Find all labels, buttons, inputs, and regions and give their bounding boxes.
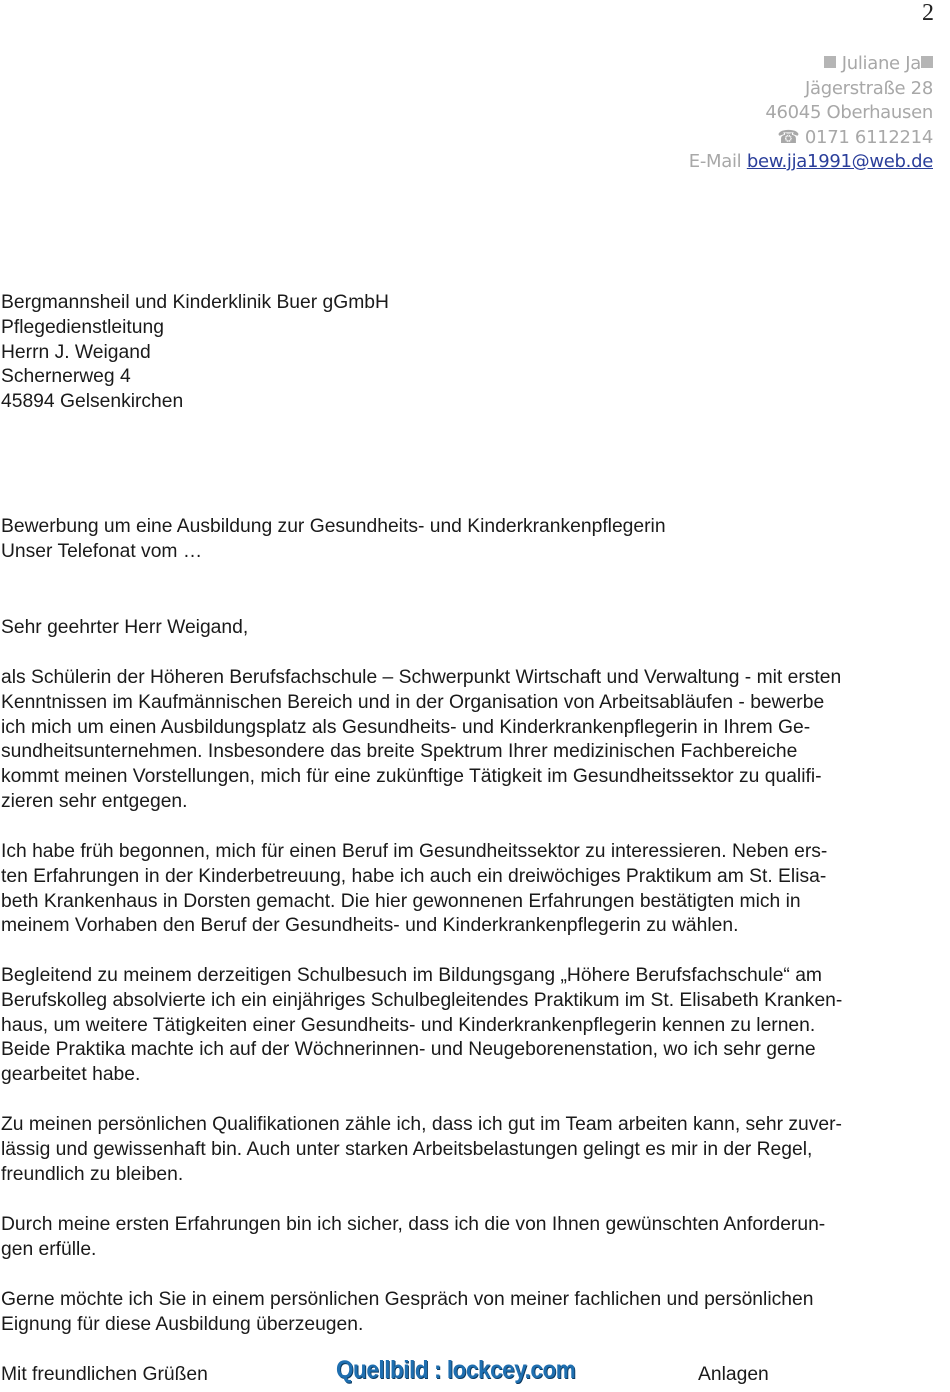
recipient-line: Herrn J. Weigand <box>1 341 151 363</box>
body-line: Ich habe früh begonnen, mich für einen Beruf im Gesundheitssektor zu interessieren. Neben ers- <box>1 841 828 862</box>
paragraph-1 <box>1 666 841 815</box>
paragraph-4 <box>1 1113 842 1187</box>
sender-city: 46045 Oberhausen <box>765 102 933 123</box>
body-line: Berufskolleg absolvierte ich ein einjähriges Schulbegleitendes Praktikum im St. Elisabeth Kranken- <box>1 989 843 1011</box>
sender-email-line <box>689 150 933 175</box>
salutation-text: Sehr geehrter Herr Weigand, <box>1 617 249 638</box>
sender-street: Jägerstraße 28 <box>805 77 933 99</box>
redaction-square-icon <box>921 56 933 68</box>
sender-name: Juliane Ja <box>841 53 921 74</box>
body-line: gearbeitet habe. <box>1 1064 141 1086</box>
paragraph-5 <box>1 1213 825 1263</box>
body-line: ten Erfahrungen in der Kinderbetreuung, habe ich auch ein dreiwöchiges Praktikum am St. Elisa- <box>1 865 827 887</box>
source-watermark: Quellbild : lockcey.com <box>336 1356 576 1384</box>
body-line: Gerne möchte ich Sie in einem persönlichen Gespräch von meiner fachlichen und persönlichen <box>1 1289 814 1310</box>
sender-phone: 0171 6112214 <box>804 126 933 148</box>
paragraph-6 <box>1 1288 813 1338</box>
email-link[interactable]: bew.jja1991@web.de <box>746 151 933 172</box>
recipient-line: Bergmannsheil und Kinderklinik Buer gGmbH <box>1 292 389 313</box>
body-line: Beide Praktika machte ich auf der Wöchnerinnen- und Neugeborenenstation, wo ich sehr gerne <box>1 1039 816 1061</box>
recipient-line: Pflegedienstleitung <box>1 316 164 338</box>
recipient-line: 45894 Gelsenkirchen <box>1 391 184 413</box>
redaction-square-icon <box>824 56 836 68</box>
paragraph-3 <box>1 964 842 1088</box>
body-line: Durch meine ersten Erfahrungen bin ich sicher, dass ich die von Ihnen gewünschten Anforderun- <box>1 1214 826 1235</box>
email-label: E-Mail <box>688 151 742 172</box>
sender-block <box>689 52 933 175</box>
closing: Mit freundlichen Grüßen <box>1 1364 208 1385</box>
sender-phone-line <box>689 126 933 151</box>
body-line: haus, um weitere Tätigkeiten einer Gesundheits- und Kinderkrankenpflegerin kennen zu lernen. <box>1 1014 816 1036</box>
subject <box>1 515 666 565</box>
body-line: freundlich zu bleiben. <box>1 1163 184 1185</box>
recipient-line: Schernerweg 4 <box>1 366 131 388</box>
body-line: zieren sehr entgegen. <box>1 790 188 812</box>
subject-reference: Unser Telefonat vom … <box>1 540 203 562</box>
body-line: Zu meinen persönlichen Qualifikationen zähle ich, dass ich gut im Team arbeiten kann, sehr zuver- <box>1 1114 842 1135</box>
telephone-icon: ☎ <box>777 126 800 148</box>
body-line: beth Krankenhaus in Dorsten gemacht. Die hier gewonnenen Erfahrungen bestätigten mich in <box>1 890 801 912</box>
body-line: lässig und gewissenhaft bin. Auch unter starken Arbeitsbelastungen gelingt es mir in der Regel, <box>1 1138 813 1160</box>
salutation <box>1 616 248 641</box>
body-line: kommt meinen Vorstellungen, mich für eine zukünftige Tätigkeit im Gesundheitssektor zu qualifi- <box>1 766 822 788</box>
body-line: gen erfülle. <box>1 1238 97 1260</box>
body-line: Kenntnissen im Kaufmännischen Bereich und in der Organisation von Arbeitsabläufen - bewerbe <box>1 691 825 713</box>
body-line: ich mich um einen Ausbildungsplatz als Gesundheits- und Kinderkrankenpflegerin in Ihrem Ge- <box>1 716 811 738</box>
page-number: 2 <box>922 0 934 26</box>
subject-line: Bewerbung um eine Ausbildung zur Gesundheits- und Kinderkrankenpflegerin <box>1 516 666 537</box>
body-line: Begleitend zu meinem derzeitigen Schulbesuch im Bildungsgang „Höhere Berufsfachschule“ am <box>1 965 822 986</box>
sender-name-line <box>689 52 933 77</box>
body-line: als Schülerin der Höheren Berufsfachschule – Schwerpunkt Wirtschaft und Verwaltung - mit ersten <box>1 667 842 688</box>
paragraph-2 <box>1 840 827 939</box>
recipient-address <box>1 291 389 415</box>
enclosures: Anlagen <box>698 1364 769 1385</box>
body-line: sundheitsunternehmen. Insbesondere das breite Spektrum Ihrer medizinischen Fachbereiche <box>1 741 798 763</box>
body-line: Eignung für diese Ausbildung überzeugen. <box>1 1313 364 1335</box>
body-line: meinem Vorhaben den Beruf der Gesundheits- und Kinderkrankenpflegerin zu wählen. <box>1 915 739 937</box>
